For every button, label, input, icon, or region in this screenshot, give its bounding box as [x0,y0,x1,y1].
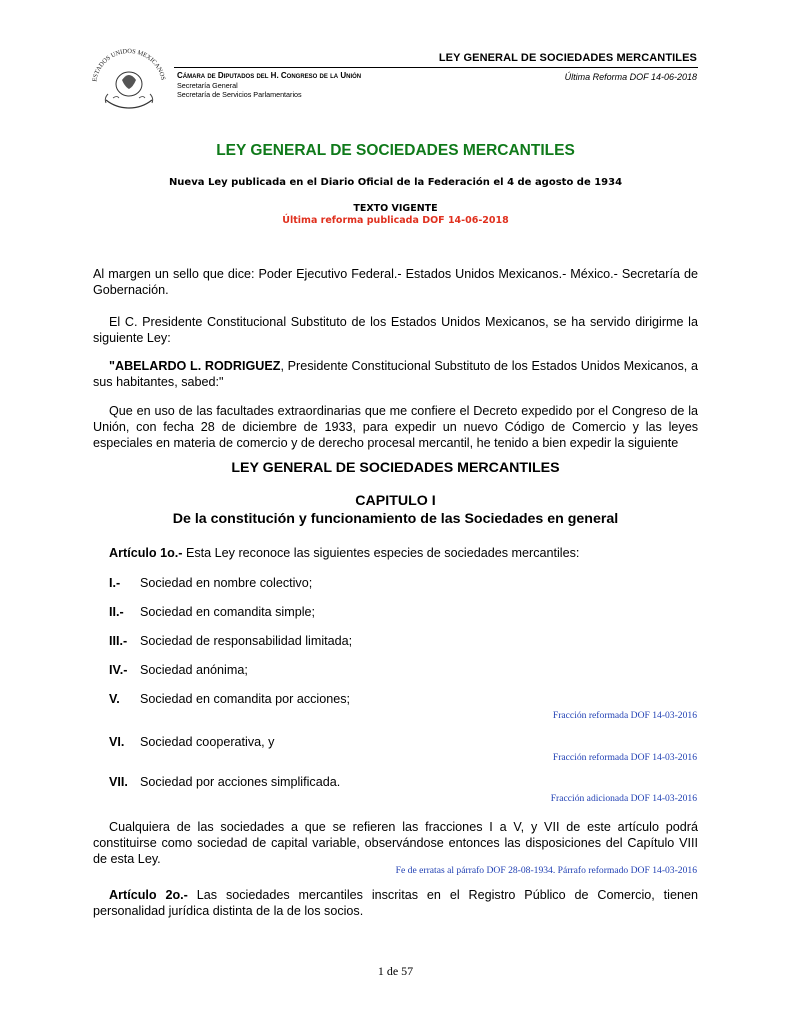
header-parliamentary-services: Secretaría de Servicios Parlamentarios [177,90,302,100]
list-item [109,692,350,706]
article-2-label: Artículo 2o.- [109,888,188,902]
paragraph-president: El C. Presidente Constitucional Substituto de los Estados Unidos Mexicanos, se ha servido dirigirme la siguiente Ley: [93,315,698,345]
law-heading: LEY GENERAL DE SOCIEDADES MERCANTILES [231,460,560,476]
item-number: I.- [109,576,121,590]
article-1-label: Artículo 1o.- [109,546,183,560]
list-item [109,634,352,648]
list-item [109,663,248,677]
texto-vigente-label: TEXTO VIGENTE [353,203,438,214]
text-status [0,203,791,227]
article-1 [93,545,698,561]
abelardo-name: "ABELARDO L. RODRIGUEZ [109,359,281,373]
item-text: Sociedad en comandita por acciones; [140,692,351,706]
mexican-seal-logo [86,42,172,112]
last-reform-published: Última reforma publicada DOF 14-06-2018 [282,215,509,226]
article-2 [93,887,698,919]
item-text: Sociedad por acciones simplificada. [140,775,341,789]
item-number: II.- [109,605,124,619]
reform-note: Fracción adicionada DOF 14-03-2016 [550,793,697,804]
item-number: IV.- [109,663,128,677]
chapter-number: CAPITULO I [355,493,436,509]
header-law-title: LEY GENERAL DE SOCIEDADES MERCANTILES [438,52,697,64]
document-title: LEY GENERAL DE SOCIEDADES MERCANTILES [216,142,575,159]
paragraph-variable-capital: Cualquiera de las sociedades a que se refieren las fracciones I a V, y VII de este artículo podrá constituirse como sociedad de capital variable, observándose entonces las disposiciones del Capítulo VIII de esta Ley. [93,820,698,866]
paragraph-decree: Que en uso de las facultades extraordinarias que me confiere el Decreto expedido por el Congreso de la Unión, con fecha 28 de diciembre de 1933, para expedir un nuevo Código de Comercio y las leyes especiales en materia de comercio y de derecho procesal mercantil, he tenido a bien expedir la siguiente [93,404,698,450]
svg-text:ESTADOS UNIDOS MEXICANOS: ESTADOS UNIDOS MEXICANOS [91,47,167,83]
article-2-text: Las sociedades mercantiles inscritas en el Registro Público de Comercio, tienen personalidad jurídica distinta de la de los socios. [93,888,698,918]
list-item [109,735,274,749]
item-number: III.- [109,634,128,648]
reform-note: Fe de erratas al párrafo DOF 28-08-1934. Párrafo reformado DOF 14-03-2016 [395,865,697,876]
article-1-text: Esta Ley reconoce las siguientes especies de sociedades mercantiles: [182,546,580,560]
header-last-reform: Última Reforma DOF 14-06-2018 [564,72,697,82]
item-number: VII. [109,775,128,789]
page-number: 1 de 57 [377,964,414,978]
abelardo-rest: , Presidente Constitucional Substituto de los Estados Unidos Mexicanos, a sus habitantes, sabed:" [93,359,698,389]
item-number: VI. [109,735,125,749]
item-text: Sociedad de responsabilidad limitada; [140,634,353,648]
list-item [109,775,340,789]
document-subtitle: Nueva Ley publicada en el Diario Oficial de la Federación el 4 de agosto de 1934 [168,177,623,188]
header-divider [174,67,698,68]
reform-note: Fracción reformada DOF 14-03-2016 [552,752,697,763]
list-item [109,605,315,619]
item-text: Sociedad cooperativa, y [140,735,275,749]
paragraph-seal: Al margen un sello que dice: Poder Ejecutivo Federal.- Estados Unidos Mexicanos.- México.- Secretaría de Gobernación. [93,267,698,297]
paragraph-abelardo [93,358,698,390]
item-number: V. [109,692,120,706]
item-text: Sociedad en nombre colectivo; [140,576,313,590]
header-institution [177,71,361,100]
header-chamber-name: Cámara de Diputados del H. Congreso de la Unión [177,71,362,80]
reform-note: Fracción reformada DOF 14-03-2016 [552,710,697,721]
item-text: Sociedad en comandita simple; [140,605,316,619]
item-text: Sociedad anónima; [140,663,248,677]
chapter-title: De la constitución y funcionamiento de las Sociedades en general [172,511,619,527]
header-secretariat: Secretaría General [177,80,238,90]
list-item [109,576,312,590]
